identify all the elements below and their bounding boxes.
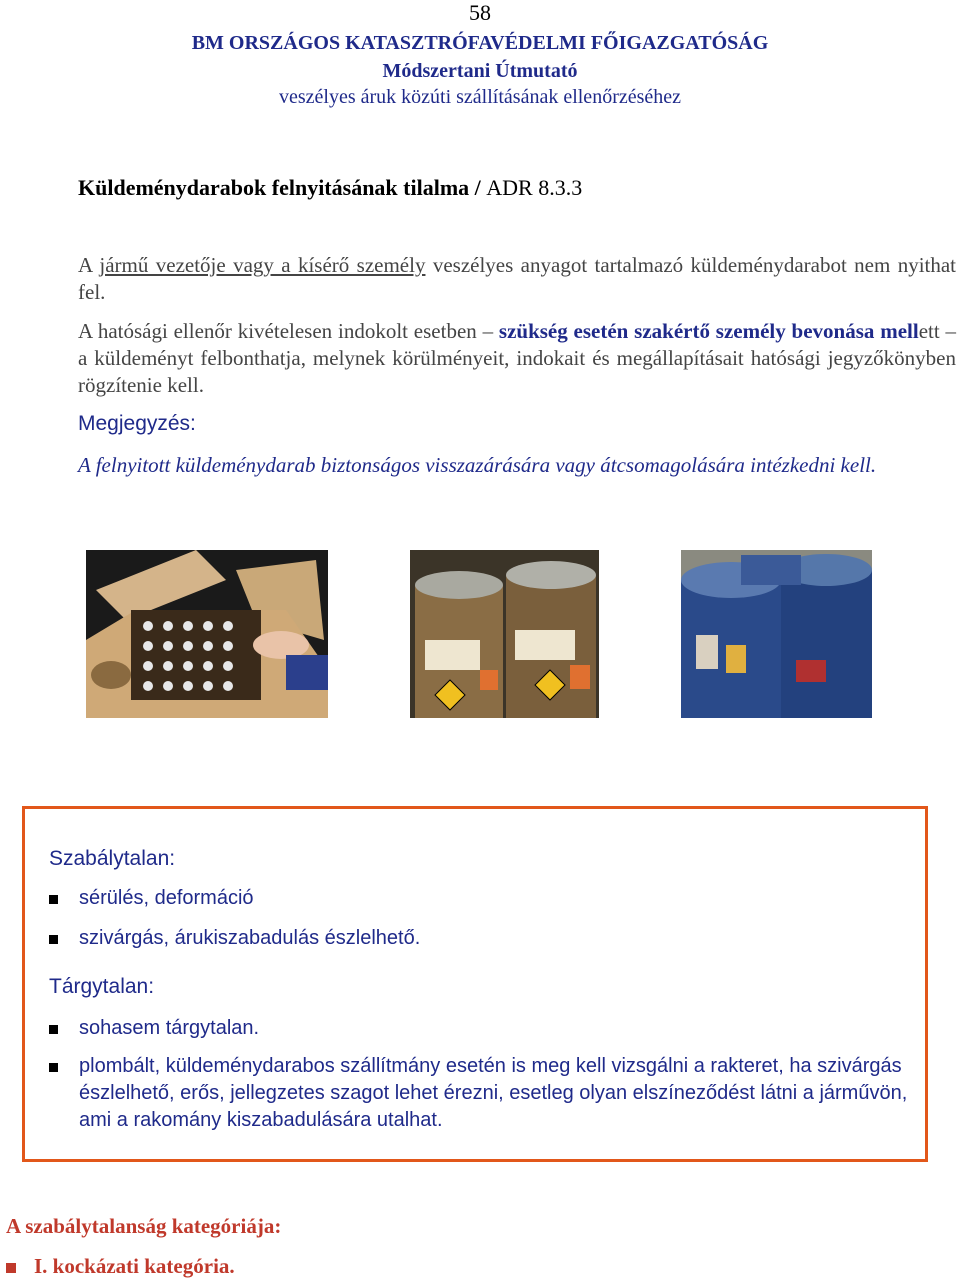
irregular-item xyxy=(49,885,909,912)
irregular-item xyxy=(49,925,909,952)
paragraph2-bold: szükség esetén szakértő személy bevonása mell xyxy=(498,319,919,343)
paragraph2-part-a: A hatósági ellenőr kivételesen indokolt esetben – xyxy=(78,319,499,343)
paragraph-driver-prohibition xyxy=(78,252,956,306)
paragraph-inspector-exception xyxy=(78,318,956,399)
document-type: Módszertani Útmutató xyxy=(382,60,578,82)
paragraph2-part-b: ett – a küldeményt felbonthatja, melynek körülményeit, indokait és megállapításait hatósági jegyzőkönyben rögzítenie kell. xyxy=(78,319,956,397)
paragraph1-underlined: jármű vezetője vagy a kísérő személy xyxy=(99,253,426,277)
unfounded-item-text: plombált, küldeménydarabos szállítmány esetén is meg kell vizsgálni a rakteret, ha szivárgás észlelhető, erős, jellegzetes szagot lehet érezni, esetleg olyan elszíneződést látni a járművön, ami a rakomány kiszabadulására utalhat. xyxy=(79,1055,908,1131)
section-title-bold: Küldeménydarabok felnyitásának tilalma / xyxy=(78,175,487,200)
unfounded-item xyxy=(49,1053,909,1134)
section-title-reference: ADR 8.3.3 xyxy=(486,175,583,200)
section-title xyxy=(78,174,582,202)
bullet-square-icon xyxy=(49,935,58,944)
irregular-heading: Szabálytalan: xyxy=(49,847,176,870)
open-box-photo xyxy=(86,550,328,718)
category-item-text: I. kockázati kategória. xyxy=(34,1254,235,1278)
paragraph1-lead: A xyxy=(78,253,100,277)
paragraph1-rest: veszélyes anyagot tartalmazó küldeménydarabot nem nyithat fel. xyxy=(78,253,957,304)
irregular-item-text: szivárgás, árukiszabadulás észlelhető. xyxy=(79,927,421,949)
page-number: 58 xyxy=(469,0,491,25)
metal-drums-photo xyxy=(410,550,599,718)
note-text: A felnyitott küldeménydarab biztonságos visszazárására vagy átcsomagolására intézkedni kell. xyxy=(78,453,877,477)
irregular-item-text: sérülés, deformáció xyxy=(79,887,254,909)
note-label: Megjegyzés: xyxy=(78,412,196,435)
unfounded-item xyxy=(49,1015,909,1042)
bullet-square-icon xyxy=(49,1063,58,1072)
bullet-square-icon xyxy=(6,1263,16,1273)
bullet-square-icon xyxy=(49,895,58,904)
category-heading: A szabálytalanság kategóriája: xyxy=(6,1214,282,1238)
assessment-box xyxy=(22,806,928,1162)
unfounded-item-text: sohasem tárgytalan. xyxy=(79,1017,260,1039)
unfounded-heading: Tárgytalan: xyxy=(49,975,155,998)
category-item xyxy=(6,1254,235,1279)
blue-barrels-photo xyxy=(681,550,872,718)
bullet-square-icon xyxy=(49,1025,58,1034)
document-subtitle: veszélyes áruk közúti szállításának ellenőrzéséhez xyxy=(278,86,682,108)
organization-name: BM ORSZÁGOS KATASZTRÓFAVÉDELMI FŐIGAZGATÓSÁG xyxy=(191,32,769,54)
